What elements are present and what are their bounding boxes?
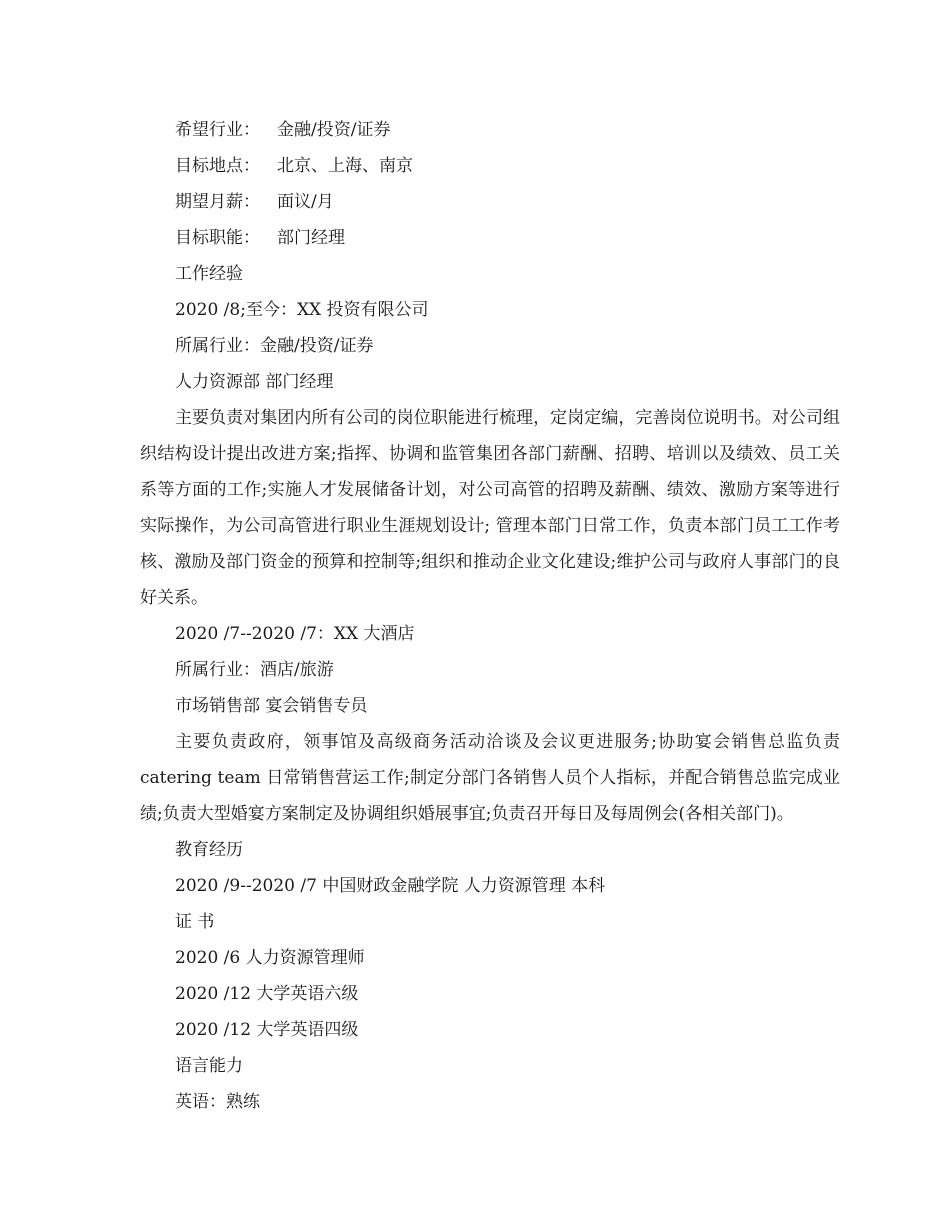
target-location-value: 北京、上海、南京 xyxy=(277,156,413,176)
target-industry-value: 金融/投资/证券 xyxy=(277,120,391,140)
resume-content xyxy=(140,112,840,1120)
job-2-description: 主要负责政府，领事馆及高级商务活动洽谈及会议更进服务;协助宴会销售总监负责 catering team 日常销售营运工作;制定分部门各销售人员个人指标，并配合销售总监完成业绩;负责大型婚宴方案制定及协调组织婚展事宜;负责召开每日及每周例会(各相关部门)。 xyxy=(140,732,840,824)
work-experience-heading: 工作经验 xyxy=(175,264,243,284)
job-2-department-title: 市场销售部 宴会销售专员 xyxy=(175,696,368,716)
job-2-industry: 所属行业：酒店/旅游 xyxy=(175,660,334,680)
language-english: 英语：熟练 xyxy=(175,1092,260,1112)
target-position-row xyxy=(140,220,840,256)
target-location-label: 目标地点： xyxy=(175,156,260,176)
target-industry-label: 希望行业： xyxy=(175,120,260,140)
job-1-period-company: 2020 /8;至今：XX 投资有限公司 xyxy=(175,300,429,320)
job-2-period-company: 2020 /7--2020 /7：XX 大酒店 xyxy=(175,624,415,644)
target-location-row xyxy=(140,148,840,184)
expected-salary-value: 面议/月 xyxy=(277,192,334,212)
language-heading: 语言能力 xyxy=(175,1056,243,1076)
certificate-item: 2020 /6 人力资源管理师 xyxy=(175,948,365,968)
education-heading: 教育经历 xyxy=(175,840,243,860)
job-1-department-title: 人力资源部 部门经理 xyxy=(175,372,334,392)
education-entry: 2020 /9--2020 /7 中国财政金融学院 人力资源管理 本科 xyxy=(175,876,606,896)
target-industry-row xyxy=(140,112,840,148)
expected-salary-label: 期望月薪： xyxy=(175,192,260,212)
target-position-value: 部门经理 xyxy=(277,228,345,248)
certificates-heading: 证 书 xyxy=(175,912,215,932)
certificate-item: 2020 /12 大学英语四级 xyxy=(175,1020,359,1040)
target-position-label: 目标职能： xyxy=(175,228,260,248)
expected-salary-row xyxy=(140,184,840,220)
job-1-industry: 所属行业：金融/投资/证券 xyxy=(175,336,374,356)
certificate-item: 2020 /12 大学英语六级 xyxy=(175,984,359,1004)
job-1-description: 主要负责对集团内所有公司的岗位职能进行梳理，定岗定编，完善岗位说明书。对公司组织结构设计提出改进方案;指挥、协调和监管集团各部门薪酬、招聘、培训以及绩效、员工关系等方面的工作;实施人才发展储备计划，对公司高管的招聘及薪酬、绩效、激励方案等进行实际操作，为公司高管进行职业生涯规划设计; 管理本部门日常工作，负责本部门员工工作考核、激励及部门资金的预算和控制等;组织和推动企业文化建设;维护公司与政府人事部门的良好关系。 xyxy=(140,408,840,608)
